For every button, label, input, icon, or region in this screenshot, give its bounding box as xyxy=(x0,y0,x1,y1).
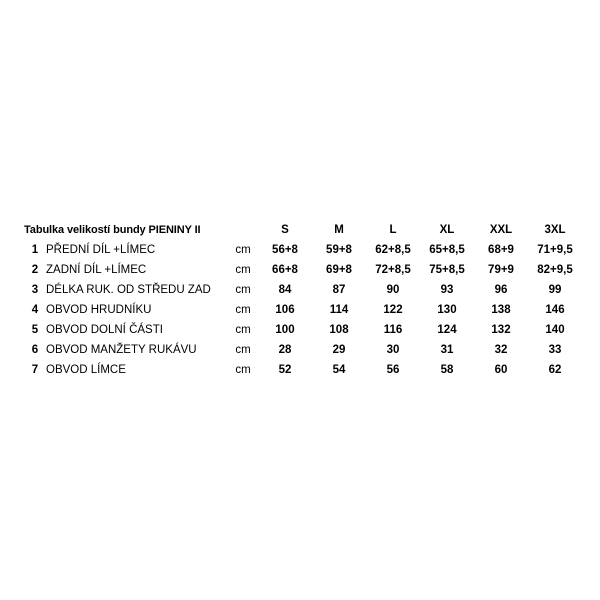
unit-label: cm xyxy=(235,344,251,356)
measurement-value: 82+9,5 xyxy=(537,264,573,276)
measurement-label: PŘEDNÍ DÍL +LÍMEC xyxy=(46,244,156,256)
measurement-value: 72+8,5 xyxy=(375,264,411,276)
unit-label: cm xyxy=(235,324,251,336)
measurement-value: 124 xyxy=(437,324,457,336)
size-header: XL xyxy=(439,224,455,236)
measurement-value: 130 xyxy=(437,304,457,316)
measurement-value: 59+8 xyxy=(326,244,352,256)
table-row xyxy=(24,360,582,380)
measurement-value: 114 xyxy=(329,304,349,316)
measurement-value: 69+8 xyxy=(326,264,352,276)
table-row xyxy=(24,280,582,300)
measurement-value: 100 xyxy=(275,324,295,336)
measurement-label: OBVOD LÍMCE xyxy=(46,364,126,376)
measurement-label: OBVOD HRUDNÍKU xyxy=(46,304,152,316)
size-header: L xyxy=(389,224,397,236)
measurement-value: 96 xyxy=(494,284,508,296)
measurement-value: 60 xyxy=(494,364,508,376)
unit-label: cm xyxy=(235,364,251,376)
measurement-value: 132 xyxy=(491,324,511,336)
measurement-value: 87 xyxy=(332,284,346,296)
unit-label: cm xyxy=(235,304,251,316)
measurement-value: 66+8 xyxy=(272,264,298,276)
measurement-label: DÉLKA RUK. OD STŘEDU ZAD xyxy=(46,284,211,296)
table-body xyxy=(24,240,582,380)
row-number: 5 xyxy=(31,324,39,336)
row-number: 7 xyxy=(31,364,39,376)
measurement-value: 65+8,5 xyxy=(429,244,465,256)
size-header: XXL xyxy=(489,224,513,236)
unit-label: cm xyxy=(235,244,251,256)
measurement-value: 29 xyxy=(332,344,346,356)
row-number: 6 xyxy=(31,344,39,356)
measurement-value: 62 xyxy=(548,364,562,376)
measurement-value: 33 xyxy=(548,344,562,356)
table-row xyxy=(24,240,582,260)
measurement-value: 58 xyxy=(440,364,454,376)
measurement-label: ZADNÍ DÍL +LÍMEC xyxy=(46,264,147,276)
measurement-value: 90 xyxy=(386,284,400,296)
measurement-value: 84 xyxy=(278,284,292,296)
measurement-value: 140 xyxy=(545,324,565,336)
measurement-value: 32 xyxy=(494,344,508,356)
row-number: 2 xyxy=(31,264,39,276)
table-title: Tabulka velikostí bundy PIENINY II xyxy=(24,224,201,236)
unit-label: cm xyxy=(235,264,251,276)
measurement-value: 31 xyxy=(440,344,454,356)
size-header: S xyxy=(281,224,289,236)
row-number: 1 xyxy=(31,244,39,256)
measurement-value: 99 xyxy=(548,284,562,296)
size-chart-table xyxy=(24,220,582,380)
table-row xyxy=(24,340,582,360)
measurement-value: 106 xyxy=(275,304,295,316)
measurement-value: 75+8,5 xyxy=(429,264,465,276)
measurement-value: 138 xyxy=(491,304,511,316)
measurement-value: 54 xyxy=(332,364,346,376)
unit-label: cm xyxy=(235,284,251,296)
measurement-label: OBVOD DOLNÍ ČÁSTI xyxy=(46,324,163,336)
table-row xyxy=(24,320,582,340)
measurement-value: 79+9 xyxy=(488,264,514,276)
measurement-value: 30 xyxy=(386,344,400,356)
measurement-value: 108 xyxy=(329,324,349,336)
size-header: 3XL xyxy=(544,224,566,236)
measurement-value: 68+9 xyxy=(488,244,514,256)
row-number: 4 xyxy=(31,304,39,316)
table-row xyxy=(24,260,582,280)
measurement-value: 122 xyxy=(383,304,403,316)
measurement-label: OBVOD MANŽETY RUKÁVU xyxy=(46,344,197,356)
measurement-value: 71+9,5 xyxy=(537,244,573,256)
header-row xyxy=(24,220,582,240)
table-row xyxy=(24,300,582,320)
measurement-value: 56+8 xyxy=(272,244,298,256)
row-number: 3 xyxy=(31,284,39,296)
size-header: M xyxy=(334,224,344,236)
measurement-value: 56 xyxy=(386,364,400,376)
measurement-value: 93 xyxy=(440,284,454,296)
measurement-value: 52 xyxy=(278,364,292,376)
measurement-value: 28 xyxy=(278,344,292,356)
measurement-value: 62+8,5 xyxy=(375,244,411,256)
measurement-value: 146 xyxy=(545,304,565,316)
measurement-value: 116 xyxy=(383,324,403,336)
